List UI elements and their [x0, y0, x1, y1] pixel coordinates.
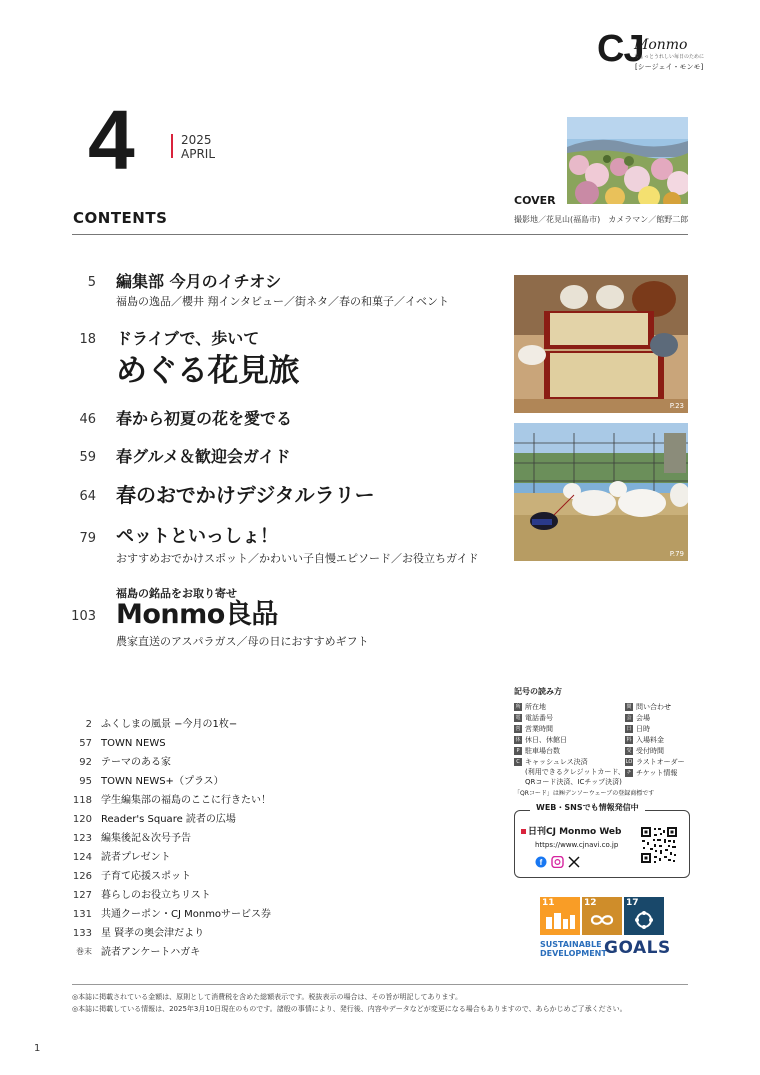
- sub-item-page: 131: [72, 909, 92, 920]
- footer-note: ◎本誌に掲載している情報は、2025年3月10日現在のものです。諸般の事情により、発行後、内容やデータなどが変更になる場合もありますので、あらかじめご了承ください。: [72, 1005, 627, 1013]
- dogs-photo: [514, 423, 688, 561]
- cover-label: COVER: [514, 194, 556, 207]
- sub-item-title: 共通クーポン・CJ Monmoサービス券: [101, 909, 272, 920]
- sub-item-page: 2: [85, 719, 92, 730]
- photo-page-tag: P.79: [669, 550, 684, 558]
- instagram-icon[interactable]: [552, 857, 563, 868]
- photo-page-tag: P.23: [669, 402, 684, 410]
- legend-item: 所 所在地: [515, 703, 546, 711]
- sub-item-title: 読者プレゼント: [101, 852, 171, 863]
- main-item-page: 18: [79, 332, 96, 347]
- main-item-title: 編集部 今月のイチオシ: [116, 272, 282, 291]
- legend-item-note: QRコード決済、ICチップ決済): [525, 778, 622, 786]
- sub-item-title: TOWN NEWS: [101, 738, 166, 749]
- legend-mark: 会: [626, 715, 632, 721]
- legend-mark: 休: [515, 737, 521, 743]
- main-item-sub: 福島の逸品／櫻井 翔インタビュー／街ネタ／春の和菓子／イベント: [116, 295, 450, 308]
- legend-item: 問 問い合わせ: [626, 703, 671, 711]
- legend-title: 記号の読み方: [514, 687, 562, 696]
- logo-tagline: ちょっとうれしい毎日のために: [634, 54, 705, 60]
- issue-divider: [171, 134, 173, 158]
- logo-subtitle: [シージェイ・モンモ]: [635, 63, 704, 71]
- contents-title: CONTENTS: [73, 209, 168, 227]
- legend-item: 休 休日、休館日: [515, 736, 567, 744]
- top-rule: [72, 234, 688, 235]
- legend-mark: チ: [626, 770, 632, 776]
- main-item-page: 46: [79, 412, 96, 427]
- sub-item-page: 92: [79, 757, 92, 768]
- issue-year: 2025: [181, 133, 212, 147]
- legend-mark: 営: [515, 726, 521, 732]
- legend-item: P 駐車場台数: [514, 747, 560, 755]
- sub-item-page: 124: [72, 852, 92, 863]
- sub-item-title: 星 賢孝の奥会津だより: [101, 928, 205, 939]
- bottom-rule: [72, 984, 688, 985]
- page-number: 1: [34, 1043, 41, 1054]
- legend-item: 日 日時: [626, 725, 650, 733]
- legend-mark: 料: [626, 737, 632, 743]
- legend-mark: LO: [625, 759, 633, 765]
- sub-item-page: 95: [79, 776, 92, 787]
- issue-number: 4: [88, 93, 135, 187]
- facebook-icon[interactable]: [536, 857, 547, 868]
- legend-item: 会 会場: [626, 714, 650, 722]
- red-square-icon: [521, 829, 526, 834]
- qr-code: [640, 826, 678, 864]
- sdg-goal-11: 11: [540, 897, 580, 935]
- legend-mark: 日: [626, 726, 632, 732]
- main-item-page: 64: [79, 489, 96, 504]
- x-icon[interactable]: [569, 857, 579, 867]
- sub-item-page: 118: [72, 795, 92, 806]
- svg-text:f: f: [539, 858, 543, 867]
- sns-title[interactable]: 日刊CJ Monmo Web: [521, 828, 621, 837]
- sdg-goals-word: GOALS: [604, 938, 671, 958]
- legend-item: LO ラストオーダー: [625, 758, 685, 766]
- main-item-feature: Monmo良品: [116, 599, 278, 630]
- cover-photo: [567, 117, 688, 204]
- main-item-title: 春から初夏の花を愛でる: [116, 409, 293, 428]
- footer-note: ◎本誌に掲載されている金額は、原則として消費税を含めた総額表示です。税抜表示の場合は、その旨が明記してあります。: [72, 993, 462, 1001]
- sub-item-title: Reader's Square 読者の広場: [101, 814, 236, 825]
- sns-heading: WEB・SNSでも情報発信中: [530, 804, 645, 812]
- sub-item-title: TOWN NEWS+（プラス）: [101, 776, 224, 787]
- sub-item-title: 学生編集部の福島のここに行きたい！: [101, 795, 271, 806]
- logo-monmo: Monmo: [634, 37, 688, 53]
- sdg-text: SUSTAINABLE DEVELOPMENT: [540, 940, 607, 958]
- sdg-goal-17: 17: [624, 897, 664, 935]
- logo-cj: CJ: [597, 28, 644, 70]
- sub-item-page: 126: [72, 871, 92, 882]
- main-item-title: ペットといっしょ！: [116, 526, 278, 547]
- sub-item-page: 127: [72, 890, 92, 901]
- legend-item: C キャッシュレス決済: [514, 758, 588, 766]
- sub-item-title: テーマのある家: [101, 757, 171, 768]
- sub-item-page: 巻末: [76, 947, 92, 956]
- legend-mark: 電: [515, 715, 521, 721]
- legend-mark: 問: [626, 704, 632, 710]
- main-item-page: 79: [79, 531, 96, 546]
- main-item-sub: 農家直送のアスパラガス／母の日におすすめギフト: [116, 635, 369, 648]
- sdg-goal-12: 12: [582, 897, 622, 935]
- sub-item-title: 暮らしのお役立ちリスト: [101, 890, 211, 901]
- legend-item: チ チケット情報: [626, 769, 678, 777]
- main-item-page: 59: [79, 450, 96, 465]
- main-item-sub: おすすめおでかけスポット／かわいい子自慢エピソード／お役立ちガイド: [116, 552, 479, 565]
- legend-mark: C: [514, 758, 522, 766]
- sub-item-title: ふくしまの風景 −今月の1枚−: [101, 719, 238, 730]
- legend-item: 電 電話番号: [515, 714, 553, 722]
- main-item-pretitle: 福島の銘品をお取り寄せ: [116, 587, 237, 600]
- cover-credit: 撮影地／花見山(福島市) カメラマン／館野二郎: [514, 215, 689, 224]
- soba-photo: [514, 275, 688, 413]
- sub-item-page: 120: [72, 814, 92, 825]
- sub-item-page: 133: [72, 928, 92, 939]
- sns-url[interactable]: https://www.cjnavi.co.jp: [535, 841, 619, 849]
- issue-month: APRIL: [181, 147, 216, 161]
- legend-item: 料 入場料金: [626, 736, 664, 744]
- sns-icons: [535, 853, 581, 872]
- legend-item-note: (利用できるクレジットカード、: [525, 768, 625, 776]
- main-item-feature: めぐる花見旅: [116, 353, 299, 389]
- legend-mark: 受: [626, 748, 632, 754]
- sub-item-title: 編集後記＆次号予告: [101, 833, 191, 844]
- legend-item: 営 営業時間: [515, 725, 553, 733]
- main-item-title: 春のおでかけデジタルラリー: [116, 483, 375, 507]
- main-item-page: 103: [71, 609, 96, 624]
- sub-item-page: 123: [72, 833, 92, 844]
- legend-mark: 所: [515, 704, 521, 710]
- sub-item-page: 57: [79, 738, 92, 749]
- sub-item-title: 子育て応援スポット: [101, 871, 191, 882]
- legend-mark: P: [514, 747, 522, 755]
- main-item-title: ドライブで、歩いて: [116, 329, 260, 348]
- main-item-title: 春グルメ＆歓迎会ガイド: [116, 447, 291, 466]
- main-item-page: 5: [87, 275, 96, 290]
- legend-item: 受 受付時間: [626, 747, 664, 755]
- legend-footnote: 「QRコード」は㈱デンソーウェーブの登録商標です: [514, 790, 655, 797]
- sub-item-title: 読者アンケートハガキ: [101, 947, 201, 958]
